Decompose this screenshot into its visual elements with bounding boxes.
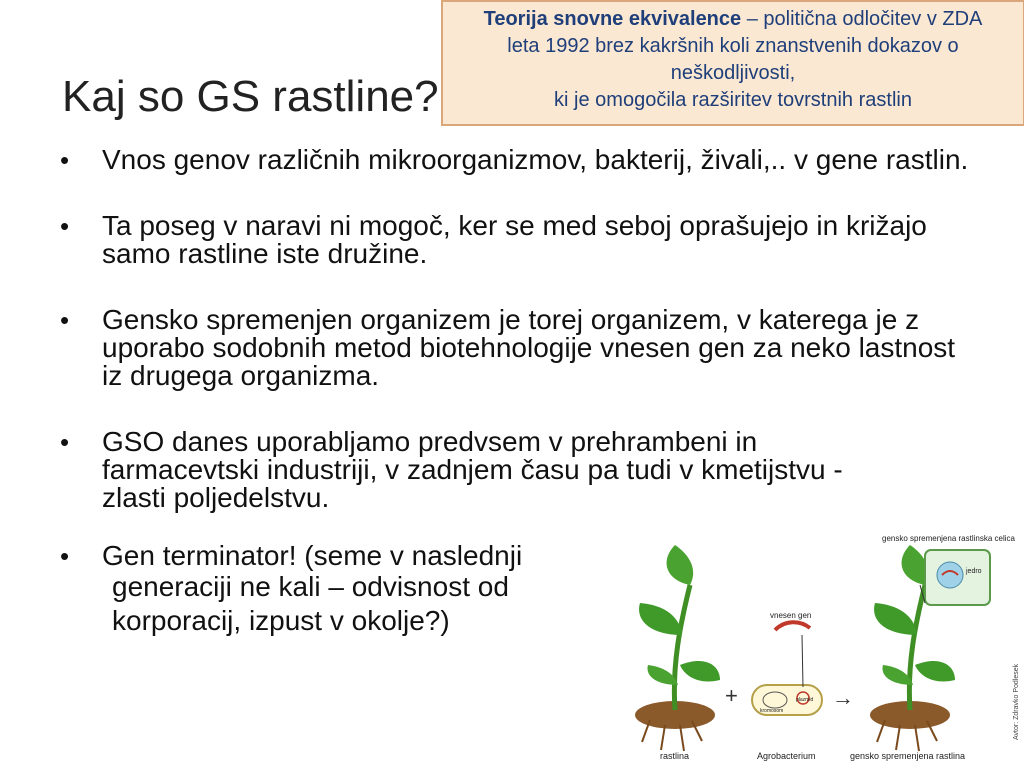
plant-left-illustration: [635, 545, 720, 751]
gene-arc: [775, 622, 810, 630]
bullet-item: [60, 428, 882, 512]
slide-title: Kaj so GS rastline?: [62, 72, 439, 121]
arrow-sign: →: [832, 685, 854, 710]
gs-cell-illustration: [920, 550, 990, 605]
bullet-dot: •: [60, 305, 70, 335]
callout-line-3: neškodljivosti,: [670, 62, 796, 84]
terminator-line-1: Gen terminator! (seme v naslednji: [102, 540, 523, 571]
bullet-dot: •: [60, 211, 70, 241]
label-chromosome: kromosom: [760, 708, 784, 714]
terminator-line-3: korporacij, izpust v okolje?): [112, 605, 450, 636]
plus-sign: +: [725, 683, 738, 708]
bullet-text: Ta poseg v naravi ni mogoč, ker se med seboj oprašujejo in križajo samo rastline iste družine.: [102, 210, 927, 269]
label-nucleus: jedro: [966, 568, 982, 575]
callout-box: [441, 0, 1024, 126]
label-agrobacterium: Agrobacterium: [757, 751, 816, 761]
callout-line-1-rest: – politična odločitev v ZDA: [741, 8, 983, 30]
label-gs-cell: gensko spremenjena rastlinska celica: [882, 534, 1015, 543]
bullet-dot: •: [60, 541, 70, 571]
gene-arrow: [802, 635, 803, 687]
bullet-item: [60, 146, 970, 174]
callout-line-4: ki je omogočila razširitev tovrstnih rastlin: [554, 89, 912, 111]
label-gs-plant: gensko spremenjena rastlina: [850, 751, 966, 761]
callout-line-1: [443, 6, 1023, 33]
label-plant: rastlina: [660, 751, 690, 761]
bullet-dot: •: [60, 145, 70, 175]
gmo-diagram: [620, 525, 1024, 768]
bullet-text: Vnos genov različnih mikroorganizmov, bakterij, živali,.. v gene rastlin.: [102, 144, 969, 175]
bullet-text: Gensko spremenjen organizem je torej organizem, v katerega je z uporabo sodobnih metod biotehnologije vnesen gen za neko lastnost iz drugega organizma.: [102, 304, 956, 391]
bullet-dot: •: [60, 427, 70, 457]
bullet-item: [60, 212, 970, 268]
callout-bold-term: Teorija snovne ekvivalence: [483, 8, 742, 30]
bullet-text: GSO danes uporabljamo predvsem v prehrambeni in farmacevtski industriji, v zadnjem času pa tudi v kmetijstvu - zlasti poljedelstvu.: [102, 426, 843, 513]
gmo-diagram-svg: [620, 525, 1024, 768]
label-gene: vnesen gen: [770, 611, 812, 620]
bullet-item: [60, 306, 970, 390]
label-plasmid: plazmid: [796, 697, 814, 703]
callout-line-2: leta 1992 brez kakršnih koli znanstvenih dokazov o: [507, 35, 959, 57]
author-credit: Avtor: Zdravko Podlesek: [1013, 663, 1020, 740]
terminator-line-2: generaciji ne kali – odvisnost od: [112, 571, 509, 602]
